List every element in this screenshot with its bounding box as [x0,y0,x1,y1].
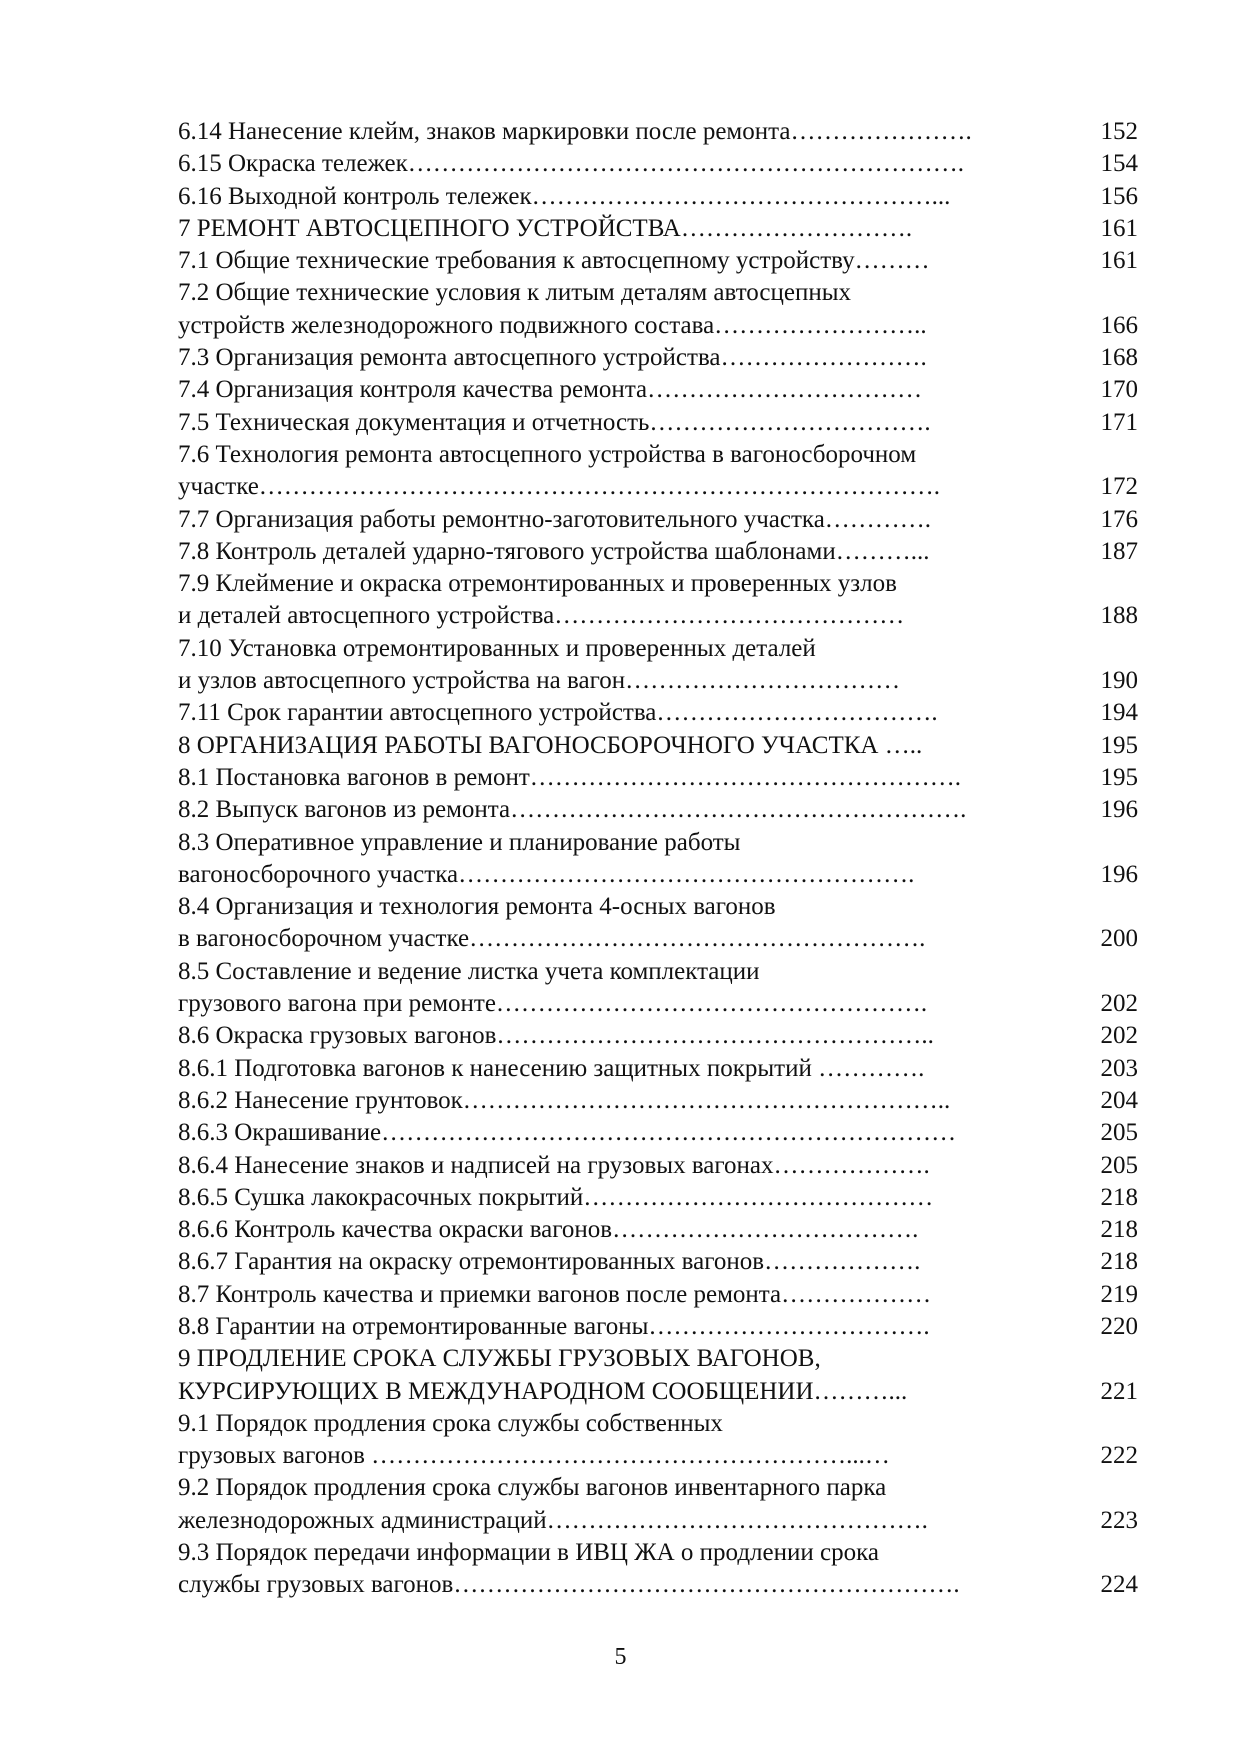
toc-entry [178,213,1138,245]
toc-entry [178,471,1138,503]
toc-entry-page: 166 [1100,311,1138,339]
toc-entry-page: 219 [1100,1280,1138,1308]
toc-entry-page: 202 [1100,990,1138,1018]
toc-entry [178,1053,1138,1085]
toc-entry [178,1150,1138,1182]
toc-entry [178,1376,1138,1408]
toc-entry-title: 8.1 Постановка вагонов в ремонт……………………………………………. [178,763,962,791]
toc-entry-title: железнодорожных администраций………………………………………. [178,1506,928,1534]
toc-entry [178,730,1138,762]
toc-entry-page: 170 [1100,376,1138,404]
toc-entry-title: службы грузовых вагонов……………………………………………………. [178,1571,960,1599]
toc-entry [178,762,1138,794]
toc-entry [178,1537,1138,1569]
toc-entry [178,1246,1138,1278]
toc-entry-title: в вагоносборочном участке………………………………………………. [178,925,926,953]
toc-entry [178,245,1138,277]
toc-entry [178,1505,1138,1537]
toc-entry [178,536,1138,568]
toc-entry-page: 195 [1100,731,1138,759]
toc-entry-page: 218 [1100,1216,1138,1244]
toc-entry-page: 152 [1100,118,1138,145]
toc-entry-title: 7.6 Технология ремонта автосцепного устройства в вагоносборочном [178,440,917,468]
toc-entry [178,148,1138,180]
toc-entry-title: 9.2 Порядок продления срока службы вагонов инвентарного парка [178,1474,887,1502]
toc-entry-title: 8.3 Оперативное управление и планирование работы [178,828,741,856]
toc-entry-title: 7.9 Клеймение и окраска отремонтированных и проверенных узлов [178,570,897,598]
toc-entry-page: 190 [1100,667,1138,695]
toc-entry-page: 202 [1100,1022,1138,1050]
toc-entry [178,1569,1138,1601]
toc-entry-title: 7.3 Организация ремонта автосцепного устройства……………………. [178,344,927,372]
toc-entry-page: 223 [1100,1506,1138,1534]
page-number: 5 [614,1644,627,1670]
toc-entry [178,342,1138,374]
toc-entry-title: 8.6 Окраска грузовых вагонов…………………………………………….. [178,1022,934,1050]
toc-entry-title: 7.4 Организация контроля качества ремонта…………………………… [178,376,923,404]
toc-entry-title: и узлов автосцепного устройства на вагон…………………………… [178,667,901,695]
toc-entry-title: 7 РЕМОНТ АВТОСЦЕПНОГО УСТРОЙСТВА………………………. [178,214,913,242]
toc-entry-page: 195 [1100,763,1138,791]
toc-entry [178,1279,1138,1311]
toc-entry-page: 161 [1100,214,1138,242]
toc-entry [178,794,1138,826]
toc-entry-page: 222 [1100,1442,1138,1470]
toc-entry [178,923,1138,955]
toc-entry-page: 187 [1100,537,1138,565]
toc-entry [178,859,1138,891]
toc-entry [178,277,1138,309]
toc-entry [178,891,1138,923]
toc-entry [178,116,1138,148]
toc-entry-title: 9.3 Порядок передачи информации в ИВЦ ЖА о продлении срока [178,1539,879,1567]
toc-entry-page: 168 [1100,344,1138,372]
toc-entry-page: 154 [1100,150,1138,178]
toc-entry [178,1214,1138,1246]
toc-entry-page: 171 [1100,408,1138,436]
toc-entry-title: участке………………………………………………………………………. [178,473,941,501]
toc-entry-page: 161 [1100,247,1138,275]
table-of-contents [178,116,1138,1602]
toc-entry-title: 8.7 Контроль качества и приемки вагонов после ремонта……………… [178,1280,932,1308]
toc-entry [178,181,1138,213]
toc-entry [178,988,1138,1020]
toc-entry-title: и деталей автосцепного устройства…………………………………… [178,602,905,630]
toc-entry [178,504,1138,536]
toc-entry-title: грузового вагона при ремонте……………………………………………. [178,990,928,1018]
toc-entry [178,1117,1138,1149]
toc-entry-page: 218 [1100,1183,1138,1211]
toc-entry [178,956,1138,988]
toc-entry-title: 8.2 Выпуск вагонов из ремонта………………………………………………. [178,796,967,824]
toc-entry-title: 8.6.2 Нанесение грунтовок………………………………………………….. [178,1086,951,1114]
toc-entry-title: 8.8 Гарантии на отремонтированные вагоны……………………………. [178,1312,930,1340]
toc-entry [178,1182,1138,1214]
toc-entry-title: 8.4 Организация и технология ремонта 4-осных вагонов [178,893,776,921]
toc-entry-page: 224 [1100,1571,1138,1599]
toc-entry [178,600,1138,632]
toc-entry [178,697,1138,729]
toc-entry [178,665,1138,697]
toc-entry-page: 196 [1100,860,1138,888]
toc-entry [178,1472,1138,1504]
toc-entry [178,633,1138,665]
toc-entry-title: 7.11 Срок гарантии автосцепного устройства……………………………. [178,699,938,727]
toc-entry-page: 204 [1100,1086,1138,1114]
toc-entry-page: 220 [1100,1312,1138,1340]
toc-entry-title: 8.6.1 Подготовка вагонов к нанесению защитных покрытий …………. [178,1054,925,1082]
toc-entry [178,374,1138,406]
toc-entry [178,439,1138,471]
toc-entry-title: 7.1 Общие технические требования к автосцепному устройству……… [178,247,930,275]
toc-entry-page: 205 [1100,1151,1138,1179]
toc-entry-title: КУРСИРУЮЩИХ В МЕЖДУНАРОДНОМ СООБЩЕНИИ………... [178,1377,908,1405]
toc-entry-page: 221 [1100,1377,1138,1405]
toc-entry-title: 7.2 Общие технические условия к литым деталям автосцепных [178,279,852,307]
toc-entry-title: грузовых вагонов …………………………………………………...… [178,1442,890,1470]
toc-entry-title: 8.6.5 Сушка лакокрасочных покрытий…………………………………… [178,1183,934,1211]
toc-entry-title: 7.8 Контроль деталей ударно-тягового устройства шаблонами………... [178,537,930,565]
toc-entry-title: 6.16 Выходной контроль тележек…………………………………………... [178,182,951,210]
toc-entry-page: 194 [1100,699,1138,727]
toc-entry-page: 176 [1100,505,1138,533]
toc-entry [178,1408,1138,1440]
toc-entry-title: 6.14 Нанесение клейм, знаков маркировки после ремонта…………………. [178,118,972,145]
toc-entry-title: устройств железнодорожного подвижного состава…………………….. [178,311,927,339]
toc-entry [178,827,1138,859]
toc-entry [178,1343,1138,1375]
toc-entry-title: 8.6.7 Гарантия на окраску отремонтированных вагонов………………. [178,1248,921,1276]
toc-entry-title: 6.15 Окраска тележек…………………………………………………………. [178,150,965,178]
toc-entry-page: 218 [1100,1248,1138,1276]
toc-entry [178,310,1138,342]
toc-entry-page: 203 [1100,1054,1138,1082]
toc-entry-page: 188 [1100,602,1138,630]
toc-entry-page: 196 [1100,796,1138,824]
toc-entry-title: 9.1 Порядок продления срока службы собственных [178,1409,723,1437]
toc-entry [178,407,1138,439]
toc-entry-title: вагоносборочного участка………………………………………………. [178,860,915,888]
toc-entry-page: 172 [1100,473,1138,501]
toc-entry-title: 8.5 Составление и ведение листка учета комплектации [178,957,760,985]
toc-entry-title: 8.6.4 Нанесение знаков и надписей на грузовых вагонах………………. [178,1151,930,1179]
toc-entry-title: 8.6.3 Окрашивание…………………………………………………………… [178,1119,957,1147]
toc-entry [178,1020,1138,1052]
toc-entry-title: 8 ОРГАНИЗАЦИЯ РАБОТЫ ВАГОНОСБОРОЧНОГО УЧАСТКА ….. [178,731,923,759]
toc-entry [178,1440,1138,1472]
toc-entry-title: 7.7 Организация работы ремонтно-заготовительного участка…………. [178,505,932,533]
toc-entry-title: 9 ПРОДЛЕНИЕ СРОКА СЛУЖБЫ ГРУЗОВЫХ ВАГОНОВ, [178,1345,821,1373]
toc-entry [178,568,1138,600]
toc-entry-page: 200 [1100,925,1138,953]
toc-entry-title: 7.5 Техническая документация и отчетность……………………………. [178,408,931,436]
toc-entry-page: 156 [1100,182,1138,210]
toc-entry-title: 7.10 Установка отремонтированных и проверенных деталей [178,634,816,662]
toc-entry-page: 205 [1100,1119,1138,1147]
toc-entry [178,1085,1138,1117]
toc-entry [178,1311,1138,1343]
toc-entry-title: 8.6.6 Контроль качества окраски вагонов………………………………. [178,1216,919,1244]
